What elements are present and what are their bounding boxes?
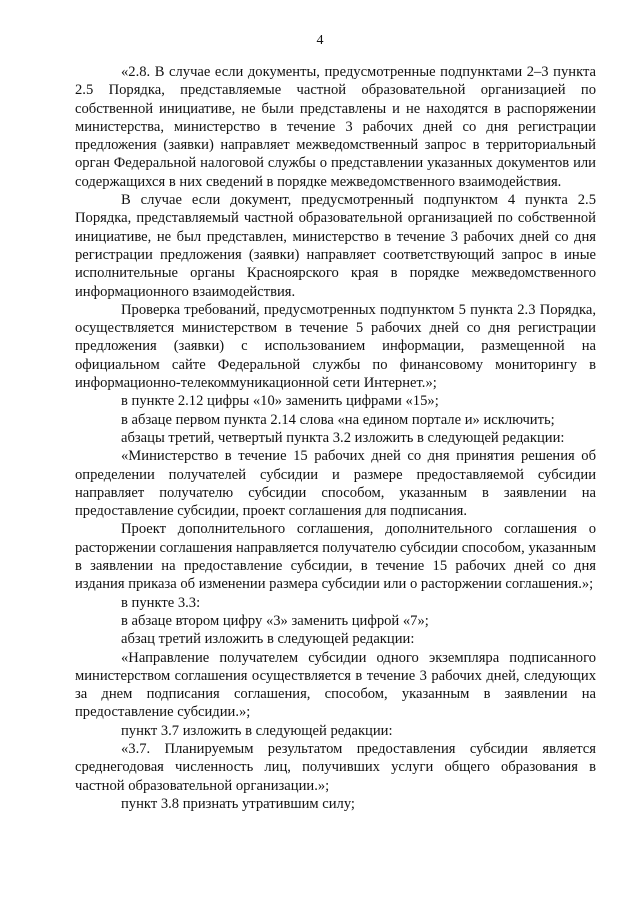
paragraph-point-3-8: пункт 3.8 признать утратившим силу; bbox=[121, 795, 355, 812]
paragraph-third-abzac: абзац третий изложить в следующей редакции: bbox=[121, 631, 415, 648]
page-number: 4 bbox=[316, 33, 324, 48]
paragraph-point-3-7-intro: пункт 3.7 изложить в следующей редакции: bbox=[121, 722, 393, 739]
paragraph-point-2-14: в абзаце первом пункта 2.14 слова «на едином портале и» исключить; bbox=[121, 411, 555, 428]
paragraph-point-3-2-intro: абзацы третий, четвертый пункта 3.2 изложить в следующей редакции: bbox=[121, 429, 565, 446]
paragraph-point-3-7-text: «3.7. Планируемым результатом предоставления субсидии является среднегодовая численность лиц, получивших услуги общего образования в частной образовательной организации.»; bbox=[75, 740, 596, 794]
paragraph-2-8: «2.8. В случае если документы, предусмотренные подпунктами 2–3 пункта 2.5 Порядка, представляемые частной образовательной организацией по собственной инициативе, не были представлены и не находятся в распоряжении министерства, министерство в течение 3 рабочих дней со дня регистрации предложения (заявки) направляет межведомственный запрос в территориальный орган Федеральной налоговой службы о представлении указанных документов или содержащихся в них сведений в порядке межведомственного взаимодействия. bbox=[75, 64, 596, 190]
paragraph-verification: Проверка требований, предусмотренных подпунктом 5 пункта 2.3 Порядка, осуществляется министерством в течение 5 рабочих дней со дня регистрации предложения (заявки) с использованием информации, размещенной на официальном сайте Федеральной службы по финансовому мониторингу в информационно-телекоммуникационной сети Интернет.»; bbox=[75, 301, 596, 392]
paragraph-second-abzac: в абзаце втором цифру «3» заменить цифрой «7»; bbox=[121, 612, 429, 629]
paragraph-point-3-3: в пункте 3.3: bbox=[121, 594, 201, 611]
document-body bbox=[75, 63, 596, 813]
paragraph-agreement-copy: «Направление получателем субсидии одного экземпляра подписанного министерством соглашения осуществляется в течение 3 рабочих дней, следующих за днем подписания соглашения, способом, указанным в заявлении на предоставление субсидии.»; bbox=[75, 649, 596, 721]
paragraph-point-2-12: в пункте 2.12 цифры «10» заменить цифрами «15»; bbox=[121, 393, 439, 410]
paragraph-additional-agreement: Проект дополнительного соглашения, дополнительного соглашения о расторжении соглашения направляется получателю субсидии способом, указанным в заявлении на предоставление субсидии, в течение 15 рабочих дней со дня издания приказа об изменении размера субсидии или о расторжении соглашения.»; bbox=[75, 521, 596, 593]
paragraph-document-subpoint-4: В случае если документ, предусмотренный подпунктом 4 пункта 2.5 Порядка, представляемый частной образовательной организацией по собственной инициативе, не был представлен, министерство в течение 3 рабочих дней со дня регистрации предложения (заявки) направляет соответствующий запрос в иные исполнительные органы Красноярского края в порядке межведомственного информационного взаимодействия. bbox=[75, 192, 596, 300]
paragraph-ministry-15-days: «Министерство в течение 15 рабочих дней со дня принятия решения об определении получателей субсидии и размере предоставляемой субсидии направляет получателю субсидии способом, указанным в заявлении на предоставление субсидии, проект соглашения для подписания. bbox=[75, 448, 596, 520]
